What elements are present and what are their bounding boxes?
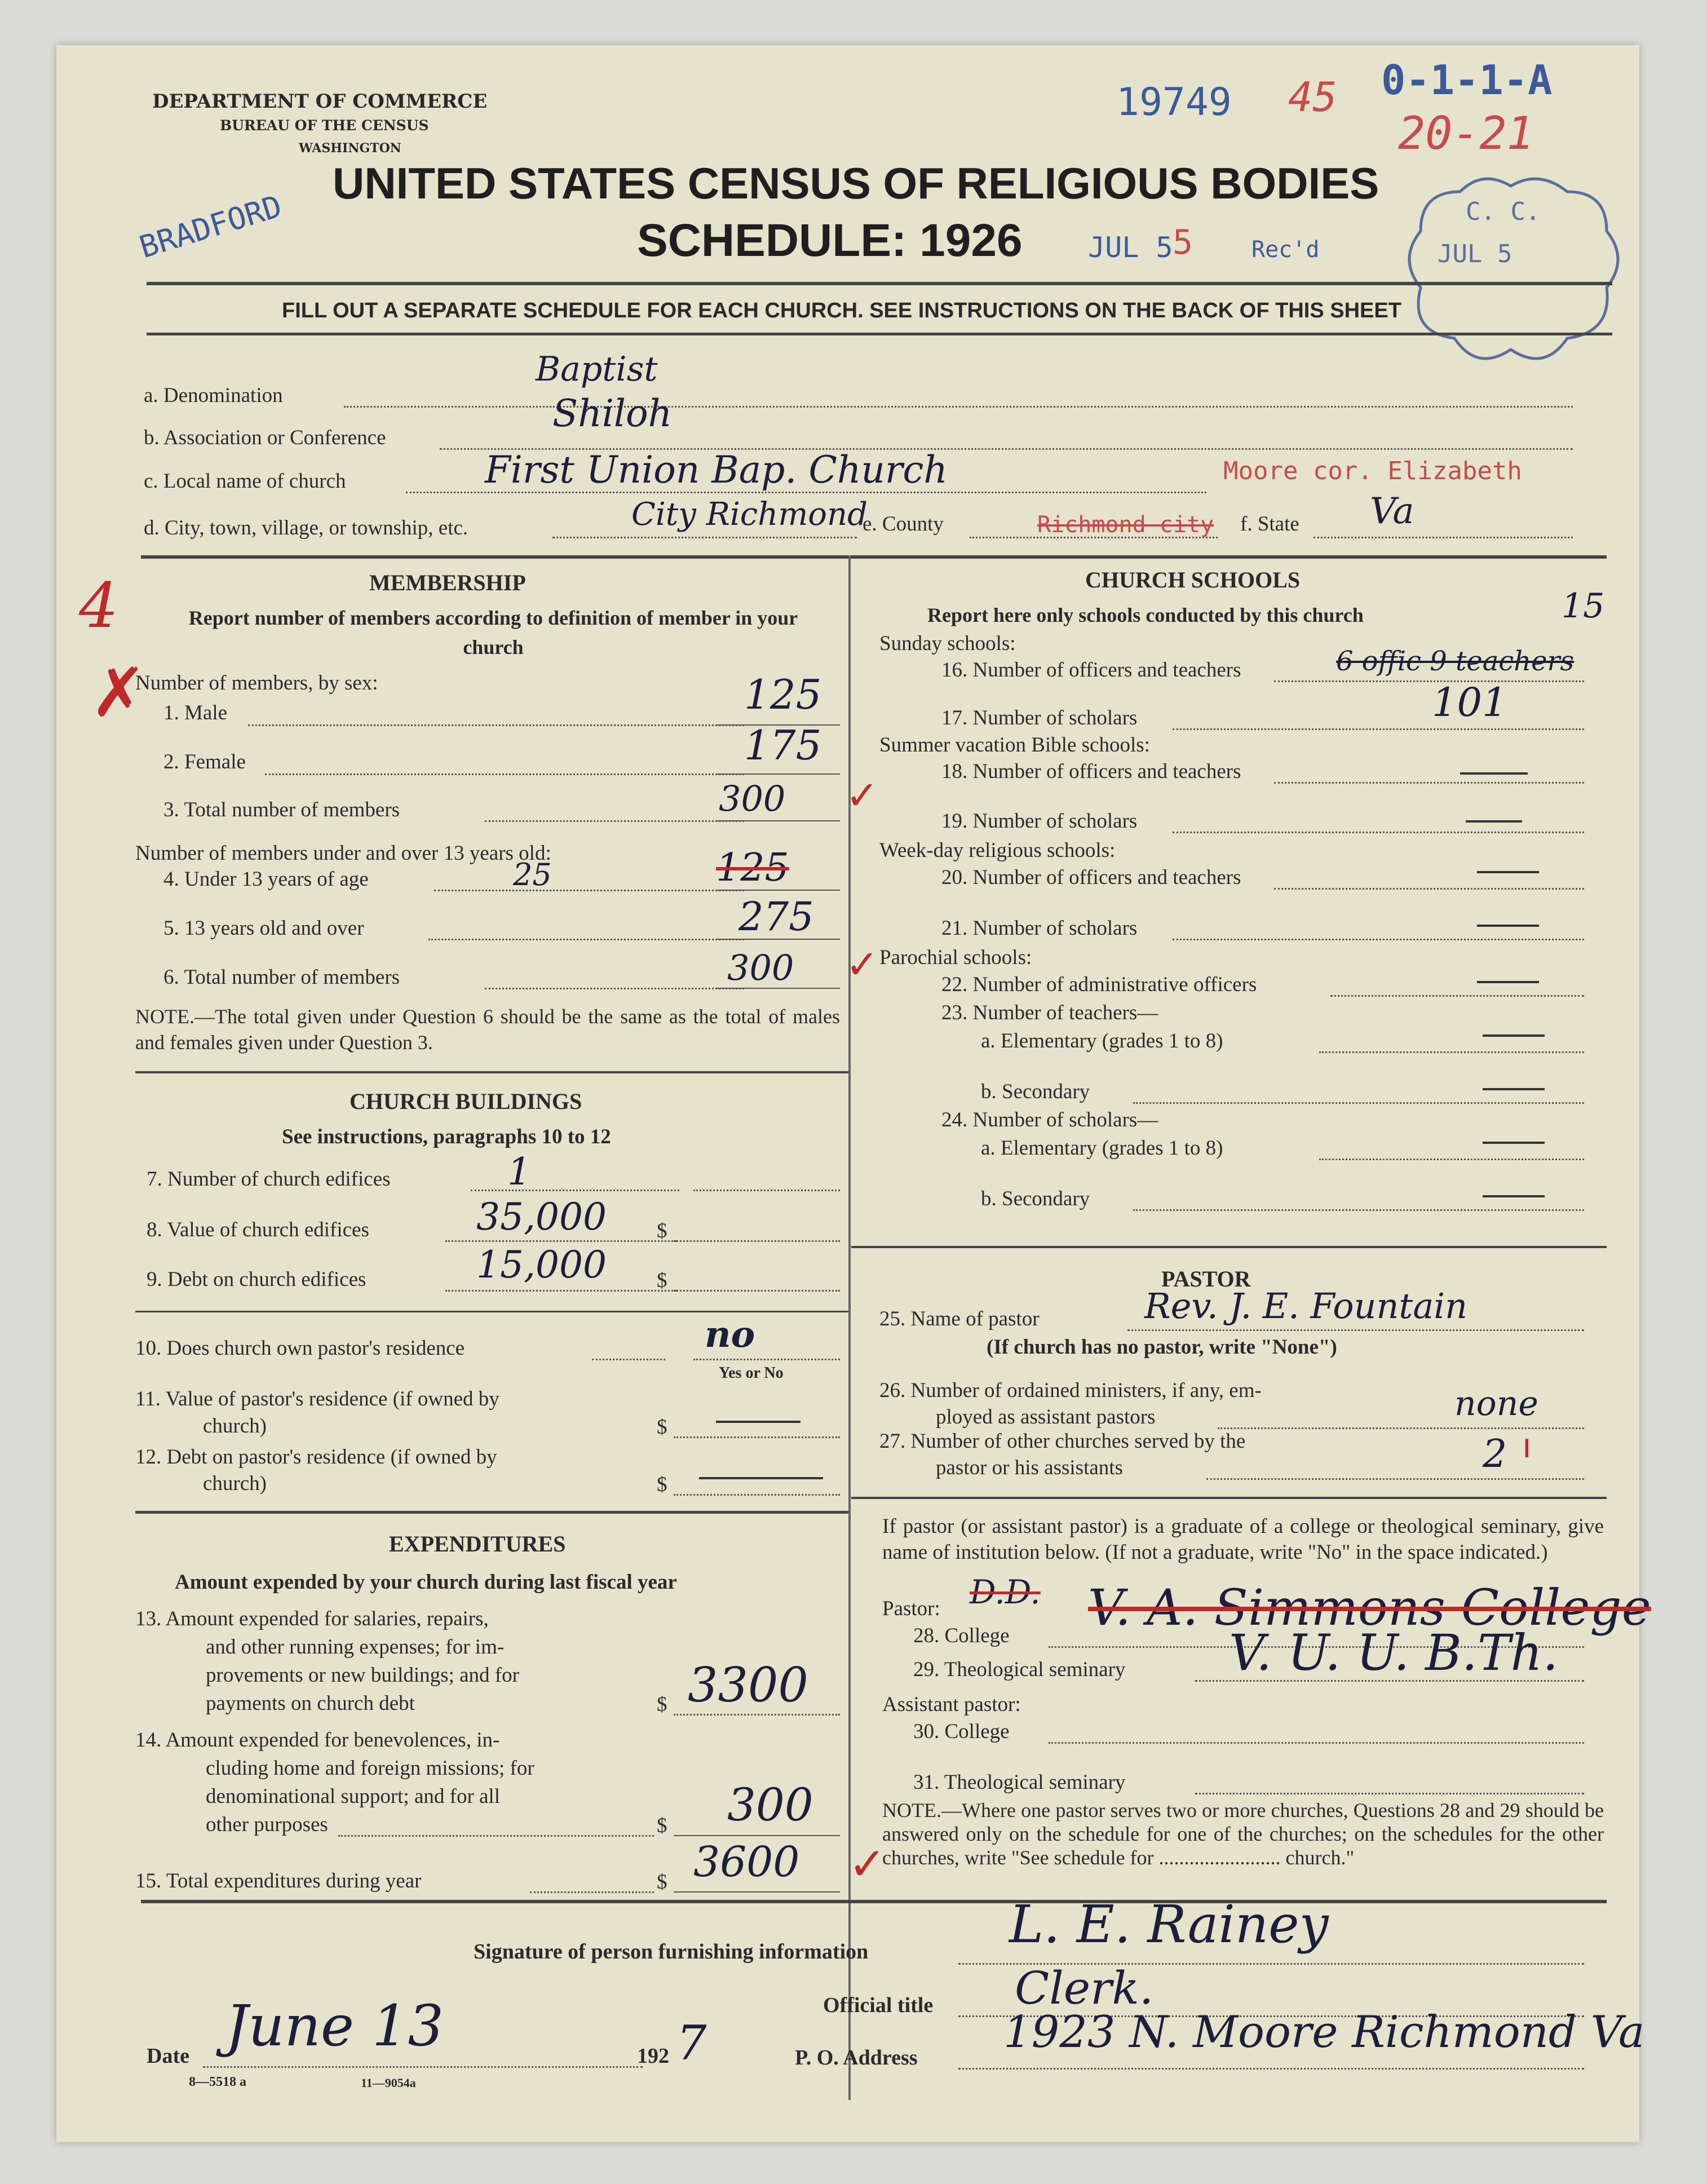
association-value[interactable]: Shiloh xyxy=(552,392,673,435)
q21-answer-line xyxy=(1173,939,1584,940)
q18-label: 18. Number of officers and teachers xyxy=(941,760,1241,783)
denomination-field-line xyxy=(344,406,1573,408)
file-number-stamp: 19749 xyxy=(1116,80,1232,125)
q13-answer-line xyxy=(674,1714,840,1716)
expenditures-title: EXPENDITURES xyxy=(389,1531,566,1557)
q17-value[interactable]: 101 xyxy=(1432,679,1507,726)
q24b-dash xyxy=(1483,1195,1545,1197)
q23a-answer-line xyxy=(1319,1051,1584,1053)
q20-answer-line xyxy=(1274,888,1584,890)
instruction-banner: FILL OUT A SEPARATE SCHEDULE FOR EACH CHURCH. SEE INSTRUCTIONS ON THE BACK OF THIS SHEET xyxy=(282,299,1401,322)
signature-value[interactable]: L. E. Rainey xyxy=(1009,1894,1329,1955)
under-13-label: 4. Under 13 years of age xyxy=(163,868,369,891)
membership-title: MEMBERSHIP xyxy=(369,570,526,595)
q24a-dash xyxy=(1483,1142,1545,1144)
q22-label: 22. Number of administrative officers xyxy=(941,973,1257,996)
edifice-value-value[interactable]: 35,000 xyxy=(476,1195,607,1239)
q14-line-2: cluding home and foreign missions; for xyxy=(206,1757,534,1780)
pastor-title: PASTOR xyxy=(1161,1266,1251,1292)
year-prefix: 192 xyxy=(637,2044,669,2068)
received-label: Rec'd xyxy=(1251,237,1320,263)
total-members-check: ✓ xyxy=(846,772,879,819)
total-members-6-value[interactable]: 300 xyxy=(727,947,794,988)
over-13-label: 5. 13 years old and over xyxy=(163,917,364,940)
residence-value-label-2: church) xyxy=(203,1414,267,1438)
margin-x-mark: ✗ xyxy=(90,654,147,732)
q23b-label: b. Secondary xyxy=(981,1080,1090,1103)
pastor-sub-label: Pastor: xyxy=(882,1597,940,1620)
po-address-line xyxy=(958,2068,1584,2070)
edifices-answer-line xyxy=(693,1190,840,1191)
total-members-answer-line xyxy=(716,820,840,821)
residence-value-answer-line xyxy=(674,1436,840,1438)
q25-note: (If church has no pastor, write "None") xyxy=(987,1336,1337,1359)
q27-check: ı xyxy=(1522,1426,1532,1466)
edifice-value-dots xyxy=(445,1240,676,1242)
q21-dash xyxy=(1477,925,1539,927)
state-value[interactable]: Va xyxy=(1370,490,1414,532)
form-number: 8—5518 a xyxy=(189,2075,246,2089)
q13-line-2: and other running expenses; for im- xyxy=(206,1635,505,1659)
ident-rule xyxy=(141,555,1607,559)
yes-or-no-hint: Yes or No xyxy=(719,1364,784,1382)
date-line xyxy=(203,2066,643,2068)
received-date-stamp: JUL 5 xyxy=(1088,231,1173,264)
schools-title: CHURCH SCHOOLS xyxy=(1085,567,1301,593)
q15-dollar: $ xyxy=(657,1871,667,1894)
total-members-6-label: 6. Total number of members xyxy=(163,966,400,989)
margin-mark: 4 xyxy=(79,569,118,642)
total-members-dots xyxy=(485,820,744,822)
pastor-rule xyxy=(851,1497,1607,1499)
expenditures-subtitle: Amount expended by your church during last fiscal year xyxy=(175,1571,677,1594)
over-13-dots xyxy=(428,939,744,940)
header-rule-bottom xyxy=(147,333,1612,335)
under-13-struck-value: 125 xyxy=(716,846,789,890)
own-residence-value[interactable]: no xyxy=(705,1314,755,1356)
q20-dash xyxy=(1477,871,1539,873)
q16-value[interactable]: 6 offic 9 teachers xyxy=(1336,646,1575,677)
q31-label: 31. Theological seminary xyxy=(913,1771,1126,1794)
q15-answer-line xyxy=(674,1891,840,1893)
schools-rule xyxy=(851,1246,1607,1248)
edifices-value[interactable]: 1 xyxy=(507,1150,531,1193)
q19-answer-line xyxy=(1173,832,1584,833)
q14-answer-line xyxy=(674,1835,840,1836)
q28-label: 28. College xyxy=(913,1624,1010,1647)
body-rule-bottom xyxy=(141,1900,1607,1903)
edifices-label: 7. Number of church edifices xyxy=(147,1168,391,1191)
q28-struck-value: D.D. xyxy=(970,1573,1041,1611)
edifice-debt-label: 9. Debt on church edifices xyxy=(147,1268,366,1291)
q30-label: 30. College xyxy=(913,1720,1010,1743)
residence-debt-dash xyxy=(699,1477,823,1479)
q18-dash xyxy=(1460,772,1528,775)
q13-line-1: 13. Amount expended for salaries, repairs, xyxy=(135,1607,489,1630)
residence-value-label-1: 11. Value of pastor's residence (if owned by xyxy=(135,1387,499,1411)
city-label: d. City, town, village, or township, etc. xyxy=(144,516,468,540)
code-red-annotation: 20-21 xyxy=(1398,107,1534,160)
q24a-answer-line xyxy=(1319,1159,1584,1160)
male-dots xyxy=(248,724,744,726)
bureau-label: BUREAU OF THE CENSUS xyxy=(220,117,429,134)
q24b-answer-line xyxy=(1133,1209,1584,1211)
q31-answer-line xyxy=(1195,1793,1584,1794)
q19-label: 19. Number of scholars xyxy=(941,810,1138,833)
residence-debt-answer-line xyxy=(674,1494,840,1496)
schools-subtitle: Report here only schools conducted by this church xyxy=(927,604,1364,626)
total-members-6-check: ✓ xyxy=(846,941,879,988)
q24-label: 24. Number of scholars— xyxy=(941,1108,1158,1131)
q17-label: 17. Number of scholars xyxy=(941,706,1138,730)
graduate-note: If pastor (or assistant pastor) is a graduate of a college or theological seminary, give name of institution below. (If not a graduate, write "No" in the space indicated.) xyxy=(882,1515,1604,1564)
male-label: 1. Male xyxy=(163,701,228,724)
q14-value[interactable]: 300 xyxy=(727,1779,813,1831)
age-breakdown-label: Number of members under and over 13 years old: xyxy=(135,842,551,865)
q13-line-4: payments on church debt xyxy=(206,1692,415,1715)
own-residence-answer-line xyxy=(693,1359,840,1360)
denomination-label: a. Denomination xyxy=(144,384,283,407)
bradford-stamp: BRADFORD xyxy=(135,188,286,266)
q15-value[interactable]: 3600 xyxy=(693,1838,800,1886)
q16-total-value: 15 xyxy=(1562,586,1605,626)
q13-line-3: provements or new buildings; and for xyxy=(206,1664,519,1687)
pastor-note: NOTE.—Where one pastor serves two or more churches, Questions 28 and 29 should be answered only on the schedule for one of the churches; on the schedules for the other churches, write "See schedule for ........................ church." xyxy=(882,1799,1604,1869)
official-title-value[interactable]: Clerk. xyxy=(1015,1962,1154,2014)
q14-dots xyxy=(338,1835,654,1837)
membership-subtitle: Report number of members according to definition of member in your church xyxy=(188,607,798,658)
q23b-answer-line xyxy=(1133,1102,1584,1104)
q23-label: 23. Number of teachers— xyxy=(941,1001,1158,1024)
q14-line-4: other purposes xyxy=(206,1813,328,1836)
over-13-value[interactable]: 275 xyxy=(738,894,814,940)
buildings-subtitle: See instructions, paragraphs 10 to 12 xyxy=(282,1125,611,1148)
q19-dash xyxy=(1466,820,1522,823)
buildings-rule xyxy=(135,1511,848,1514)
summer-schools-label: Summer vacation Bible schools: xyxy=(879,733,1150,757)
total-members-label: 3. Total number of members xyxy=(163,798,400,821)
assistant-pastor-label: Assistant pastor: xyxy=(882,1693,1021,1716)
county-label: e. County xyxy=(863,512,944,536)
year-digit[interactable]: 7 xyxy=(676,2015,707,2071)
q29-value[interactable]: V. U. U. B.Th. xyxy=(1229,1624,1559,1682)
edifice-debt-value[interactable]: 15,000 xyxy=(476,1243,607,1286)
own-residence-label: 10. Does church own pastor's residence xyxy=(135,1337,465,1360)
state-field-line xyxy=(1314,537,1573,538)
denomination-value[interactable]: Baptist xyxy=(536,350,658,389)
city-label: WASHINGTON xyxy=(299,141,401,156)
association-label: b. Association or Conference xyxy=(144,426,386,449)
q25-value[interactable]: Rev. J. E. Fountain xyxy=(1144,1285,1468,1327)
seal-line-1: C. C. xyxy=(1466,197,1541,226)
q25-answer-line xyxy=(1127,1329,1584,1331)
buildings-mid-rule xyxy=(135,1311,848,1312)
q24a-label: a. Elementary (grades 1 to 8) xyxy=(981,1137,1223,1160)
edifice-debt-answer-line xyxy=(674,1290,840,1292)
q30-answer-line xyxy=(1049,1742,1584,1744)
date-value[interactable]: June 13 xyxy=(225,1993,444,2059)
po-address-value[interactable]: 1923 N. Moore Richmond Va xyxy=(1003,2007,1645,2058)
q24b-label: b. Secondary xyxy=(981,1187,1090,1210)
total-members-6-dots xyxy=(485,988,744,989)
date-label: Date xyxy=(147,2044,189,2068)
q14-dollar: $ xyxy=(657,1814,667,1837)
header-rule-top xyxy=(147,282,1612,285)
residence-value-dollar: $ xyxy=(657,1416,667,1439)
q26-value[interactable]: none xyxy=(1454,1384,1538,1423)
q13-dollar: $ xyxy=(657,1693,667,1716)
q25-label: 25. Name of pastor xyxy=(879,1307,1040,1330)
edifices-dots xyxy=(471,1190,679,1191)
male-value[interactable]: 125 xyxy=(744,671,822,718)
local-name-value[interactable]: First Union Bap. Church xyxy=(485,448,948,492)
schedule-title: SCHEDULE: 1926 xyxy=(637,215,1023,266)
q26-label-2: ployed as assistant pastors xyxy=(936,1405,1156,1429)
received-date-digit: 5 xyxy=(1173,223,1193,262)
state-label: f. State xyxy=(1240,512,1299,536)
weekday-schools-label: Week-day religious schools: xyxy=(879,839,1116,862)
members-by-sex-label: Number of members, by sex: xyxy=(135,671,378,695)
q27-label-2: pastor or his assistants xyxy=(936,1456,1123,1479)
under-13-dots xyxy=(434,890,744,891)
q14-line-1: 14. Amount expended for benevolences, in- xyxy=(135,1728,500,1752)
local-name-field-line xyxy=(406,492,1206,493)
q28-value[interactable]: V. A. Simmons College xyxy=(1088,1579,1651,1637)
seal-line-2: JUL 5 xyxy=(1438,240,1513,268)
edifice-value-dollar: $ xyxy=(657,1219,667,1243)
q15-label: 15. Total expenditures during year xyxy=(135,1869,422,1893)
form-title: UNITED STATES CENSUS OF RELIGIOUS BODIES xyxy=(333,158,1379,208)
print-number: 11—9054a xyxy=(361,2076,416,2090)
q21-label: 21. Number of scholars xyxy=(941,917,1138,940)
q15-check: ✓ xyxy=(848,1838,887,1890)
residence-debt-dollar: $ xyxy=(657,1473,667,1496)
parochial-schools-label: Parochial schools: xyxy=(879,946,1032,969)
q23a-label: a. Elementary (grades 1 to 8) xyxy=(981,1029,1223,1053)
membership-rule xyxy=(135,1071,848,1073)
census-form-sheet xyxy=(56,45,1651,2142)
q13-value[interactable]: 3300 xyxy=(688,1657,808,1713)
membership-note: NOTE.—The total given under Question 6 should be the same as the total of males and females given under Question 3. xyxy=(135,1005,840,1054)
q26-label-1: 26. Number of ordained ministers, if any, em- xyxy=(879,1379,1262,1402)
q20-label: 20. Number of officers and teachers xyxy=(941,866,1241,889)
buildings-title: CHURCH BUILDINGS xyxy=(350,1089,582,1114)
code-stamp: 0-1-1-A xyxy=(1381,56,1553,104)
q27-answer-line xyxy=(1206,1478,1584,1480)
residence-debt-label-1: 12. Debt on pastor's residence (if owned by xyxy=(135,1445,497,1469)
q17-answer-line xyxy=(1173,728,1584,730)
signature-label: Signature of person furnishing information xyxy=(474,1940,869,1964)
q23a-dash xyxy=(1483,1034,1545,1037)
q22-answer-line xyxy=(1330,995,1584,997)
female-label: 2. Female xyxy=(163,750,246,773)
q22-dash xyxy=(1477,981,1539,983)
female-answer-line xyxy=(716,773,840,775)
q29-label: 29. Theological seminary xyxy=(913,1658,1126,1681)
q27-value[interactable]: 2 xyxy=(1483,1432,1507,1476)
edifice-value-label: 8. Value of church edifices xyxy=(147,1218,369,1241)
female-dots xyxy=(265,773,744,775)
local-name-label: c. Local name of church xyxy=(144,470,346,493)
q18-answer-line xyxy=(1274,782,1584,784)
po-address-label: P. O. Address xyxy=(795,2046,918,2070)
edifice-debt-dots xyxy=(445,1290,676,1292)
q16-answer-line xyxy=(1274,680,1584,682)
edifice-value-answer-line xyxy=(674,1240,840,1242)
total-members-value[interactable]: 300 xyxy=(719,778,786,819)
city-value[interactable]: City Richmond xyxy=(631,496,868,533)
city-field-line xyxy=(552,537,857,538)
edifice-debt-dollar: $ xyxy=(657,1269,667,1292)
q27-label-1: 27. Number of other churches served by the xyxy=(879,1430,1246,1453)
female-value[interactable]: 175 xyxy=(744,722,822,769)
under-13-value[interactable]: 25 xyxy=(513,857,552,892)
sunday-schools-label: Sunday schools: xyxy=(879,632,1016,655)
file-number-suffix: 45 xyxy=(1288,73,1337,121)
q14-line-3: denominational support; and for all xyxy=(206,1785,500,1808)
q15-dots xyxy=(530,1891,654,1893)
q16-label: 16. Number of officers and teachers xyxy=(941,658,1241,682)
own-residence-dots xyxy=(592,1359,665,1360)
county-value[interactable]: Richmond city xyxy=(1037,512,1214,538)
official-title-label: Official title xyxy=(823,1993,934,2017)
residence-debt-label-2: church) xyxy=(203,1472,267,1495)
department-label: DEPARTMENT OF COMMERCE xyxy=(152,90,488,113)
q23b-dash xyxy=(1483,1088,1545,1090)
residence-value-dash xyxy=(716,1421,801,1423)
address-annotation: Moore cor. Elizabeth xyxy=(1223,457,1522,485)
